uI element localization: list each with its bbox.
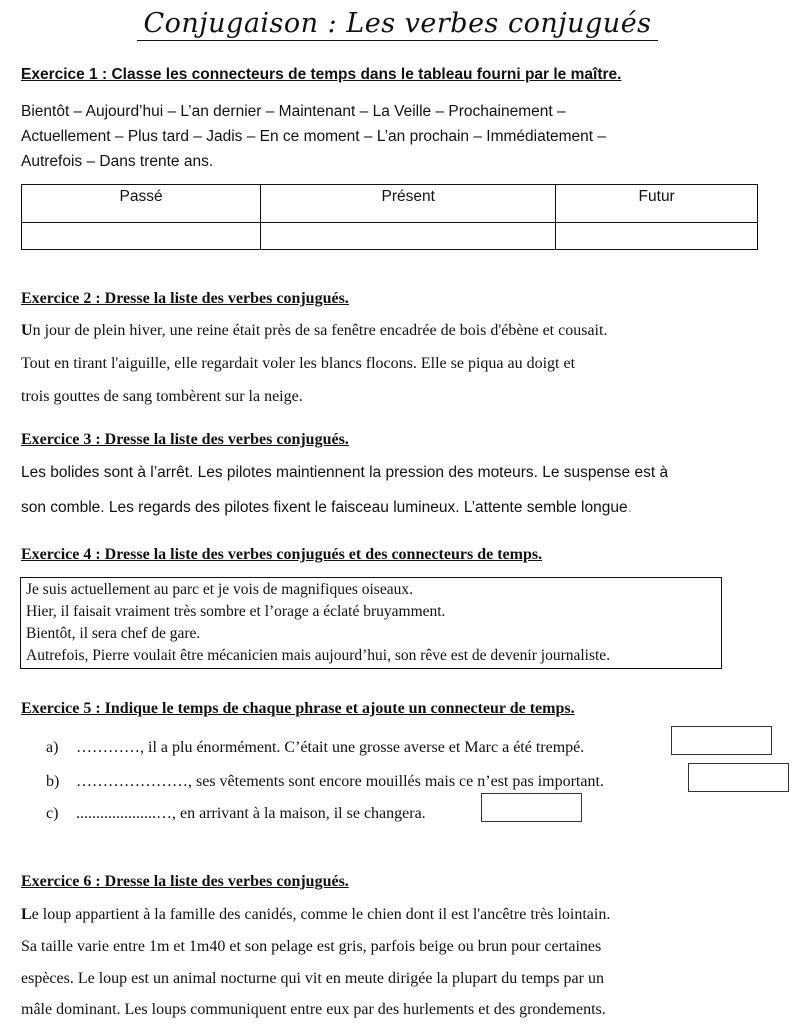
item-marker: b): [46, 773, 60, 790]
exercise-4-sentence: Bientôt, il sera chef de gare.: [26, 625, 201, 642]
table-header-present: Présent: [261, 185, 556, 223]
table-header-futur: Futur: [556, 185, 758, 223]
exercise-3-heading: Exercice 3 : Dresse la liste des verbes conjugués.: [21, 431, 349, 448]
item-marker: c): [46, 805, 59, 822]
exercise-3-text-line: Les bolides sont à l’arrêt. Les pilotes maintiennent la pression des moteurs. Le suspense est à: [21, 464, 669, 481]
table-cell-present[interactable]: [261, 223, 556, 250]
exercise-1-table: [21, 184, 758, 250]
drop-initial: U: [21, 322, 33, 339]
item-text: …………………, ses vêtements sont encore mouillés mais ce n’est pas important.: [76, 773, 604, 790]
exercise-1-word-list-line: Autrefois – Dans trente ans.: [21, 153, 214, 170]
exercise-5-item-b: [46, 773, 604, 791]
exercise-6-text-line: Sa taille varie entre 1m et 1m40 et son pelage est gris, parfois beige ou brun pour certaines: [21, 938, 602, 955]
exercise-4-sentence: Autrefois, Pierre voulait être mécanicien mais aujourd’hui, son rêve est de devenir journaliste.: [26, 647, 611, 664]
exercise-3-text-line: [21, 499, 632, 517]
exercise-1-word-list-line: Bientôt – Aujourd’hui – L’an dernier – Maintenant – La Veille – Prochainement –: [21, 103, 566, 120]
exercise-1-word-list-line: Actuellement – Plus tard – Jadis – En ce moment – L’an prochain – Immédiatement –: [21, 128, 607, 145]
table-cell-passe[interactable]: [22, 223, 261, 250]
exercise-6-text-line: espèces. Le loup est un animal nocturne qui vit en meute dirigée la plupart du temps par un: [21, 970, 604, 987]
exercise-5-heading: Exercice 5 : Indique le temps de chaque phrase et ajoute un connecteur de temps.: [21, 700, 575, 717]
exercise-6-text: e loup appartient à la famille des canidés, comme le chien dont il est l'ancêtre très lointain.: [31, 906, 611, 923]
item-marker: a): [46, 739, 59, 756]
answer-box-b[interactable]: [688, 763, 789, 792]
exercise-4-sentence: Hier, il faisait vraiment très sombre et l’orage a éclaté bruyamment.: [26, 603, 446, 620]
end-mark: .: [627, 499, 632, 516]
exercise-6-heading: Exercice 6 : Dresse la liste des verbes conjugués.: [21, 873, 349, 890]
exercise-5-item-c: [46, 805, 426, 823]
exercise-2-text-line: Tout en tirant l'aiguille, elle regardait voler les blancs flocons. Elle se piqua au doigt et: [21, 355, 576, 372]
exercise-3-text: son comble. Les regards des pilotes fixent le faisceau lumineux. L’attente semble longue: [21, 499, 628, 516]
exercise-4-sentence: Je suis actuellement au parc et je vois de magnifiques oiseaux.: [26, 581, 413, 598]
exercise-2-text-line: [21, 322, 607, 340]
exercise-6-text-line: mâle dominant. Les loups communiquent entre eux par des hurlements et des grondements.: [21, 1001, 606, 1018]
table-header-passe: Passé: [22, 185, 261, 223]
exercise-2-text: n jour de plein hiver, une reine était près de sa fenêtre encadrée de bois d'ébène et cousait.: [32, 322, 608, 339]
page-title: [0, 8, 795, 39]
exercise-2-heading: Exercice 2 : Dresse la liste des verbes conjugués.: [21, 290, 349, 307]
exercise-6-text-line: [21, 906, 610, 924]
item-text: …………, il a plu énormément. C’était une grosse averse et Marc a été trempé.: [76, 739, 585, 756]
answer-box-a[interactable]: [671, 726, 772, 755]
page-title-text: Conjugaison : Les verbes conjugués: [137, 8, 657, 41]
exercise-5-item-a: [46, 739, 584, 757]
exercise-2-text-line: trois gouttes de sang tombèrent sur la neige.: [21, 388, 303, 405]
exercise-4-text-box: [20, 577, 722, 669]
answer-box-c[interactable]: [481, 793, 582, 822]
exercise-1-heading: Exercice 1 : Classe les connecteurs de temps dans le tableau fourni par le maître.: [21, 66, 622, 83]
item-text: ....................…, en arrivant à la maison, il se changera.: [76, 805, 426, 822]
exercise-4-heading: Exercice 4 : Dresse la liste des verbes conjugués et des connecteurs de temps.: [21, 546, 543, 563]
table-cell-futur[interactable]: [556, 223, 758, 250]
drop-initial: L: [21, 906, 32, 923]
